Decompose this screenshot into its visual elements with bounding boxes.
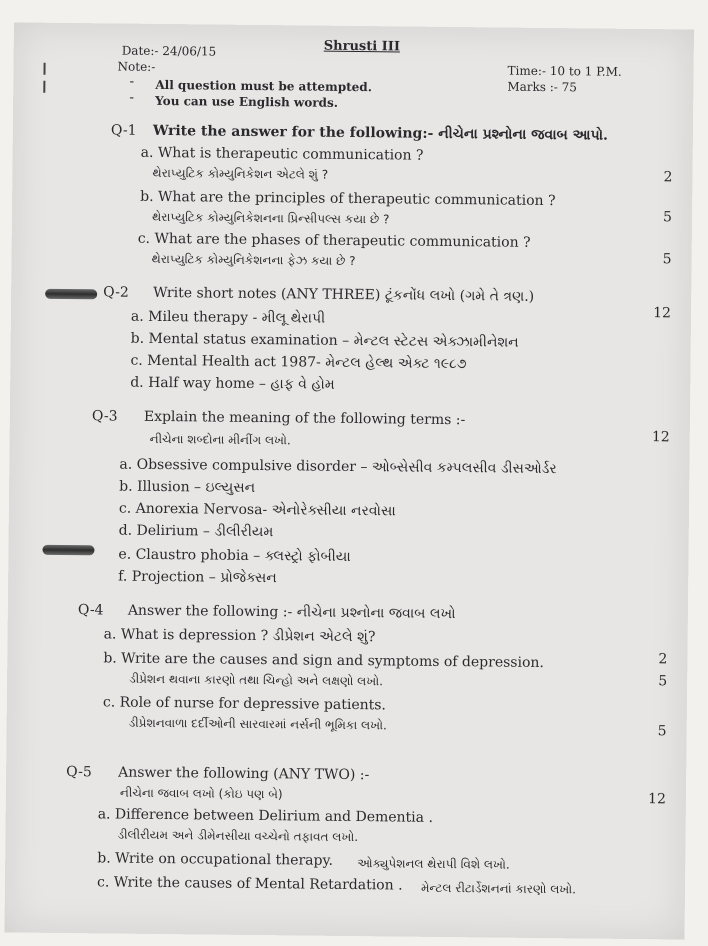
q3-marks: 12 (651, 429, 670, 446)
q2-marks: 12 (653, 305, 672, 322)
q2-number: Q-2 (103, 284, 129, 301)
exam-title: Shrusti III (323, 38, 401, 55)
q2-item-c: c. Mental Health act 1987- મેન્ટલ હેલ્થ એક્ટ ૧૯૮૭ (130, 352, 467, 373)
q4-item-b: b. Write are the causes and sign and symptoms of depression. (103, 650, 544, 672)
q1-item-b: b. What are the principles of therapeutic communication ? (140, 188, 556, 210)
q2-prompt: Write short notes (ANY THREE) ટૂંકનોંધ લખો (ગમે તે ત્રણ.) (153, 284, 535, 305)
q3-item-f: f. Projection – પ્રોજેક્સન (118, 568, 277, 587)
q1-prompt: Write the answer for the following:- નીચેના પ્રશ્નોના જવાબ આપો. (152, 122, 609, 144)
q4-item-a-marks: 2 (658, 651, 668, 668)
q4-item-c: c. Role of nurse for depressive patients. (102, 694, 387, 714)
binding-clip-top (45, 289, 97, 300)
exam-marks: Marks :- 75 (507, 79, 578, 95)
q4-item-c-gujarati: ડીપ્રેશનવાળા દર્દીઓની સારવારમાં નર્સની ભૂમિકા લખો. (128, 715, 387, 733)
margin-mark (43, 63, 45, 75)
q3-item-c: c. Anorexia Nervosa- એનોરેક્સીયા નરવોસા (118, 500, 396, 520)
q1-item-c: c. What are the phases of therapeutic communication ? (137, 230, 531, 251)
q1-item-b-gujarati: થેરાપ્યુટિક કોમ્યુનિકેશનના પ્રિન્સીપલ્સ કયા છે ? (151, 209, 390, 227)
q4-number: Q-4 (77, 602, 104, 619)
q5-item-c: c. Write the causes of Mental Retardation . (96, 874, 403, 894)
q3-item-a: a. Obsessive compulsive disorder – ઓબ્સેસીવ કમ્પલસીવ ડીસઓર્ડર (119, 456, 557, 478)
q1-item-c-marks: 5 (662, 251, 672, 268)
q1-item-c-gujarati: થેરાપ્યુટિક કોમ્યુનિકેશનના ફેઝ કયા છે ? (151, 251, 356, 269)
note-label: Note:- (117, 59, 156, 74)
q3-item-b: b. Illusion – ઇલ્યુસન (119, 478, 256, 496)
q1-item-a-gujarati: થેરાપ્યુટિક કોમ્યુનિકેશન એટલે શું ? (152, 165, 329, 182)
q5-item-b: b. Write on occupational therapy. (97, 850, 334, 869)
q1-item-a-marks: 2 (663, 169, 673, 186)
exam-paper: Date:- 24/06/15 Shrusti III Note:- Time:- 10 to 1 P.M. Marks :- 75 - All question must be attempted. - You can use English words. Q-1 Write the answer for the following:- નીચેના પ્રશ્નોના જવાબ આપો. a. What is therapeutic communication ? થેરાપ્યુટિક કોમ્યુનિકેશન એટલે શું ? 2 b. What are the principles of therapeutic communication ? થેરાપ્યુટિક કોમ્યુનિકેશનના પ્રિન્સીપલ્સ કયા છે ? 5 c. What are the phases of therapeutic communication ? થેરાપ્યુટિક કોમ્યુનિકેશનના ફેઝ કયા છે ? 5 Q-2 Write short notes (ANY THREE) ટૂંકનોંધ લખો (ગમે તે ત્રણ.) 12 a. Mileu therapy - મીલૂ થેરાપી b. Mental status examination – મેન્ટલ સ્ટેટસ એક્ઝામીનેશન c. Mental Health act 1987- મેન્ટલ હેલ્થ એક્ટ ૧૯૮૭ d. Half way home – હાફ વે હોમ Q-3 Explain the meaning of the following terms :- નીચેના શબ્દોના મીનીંગ લખો. 12 a. Obsessive compulsive disorder – ઓબ્સેસીવ કમ્પલસીવ ડીસઓર્ડર b. Illusion – ઇલ્યુસન c. Anorexia Nervosa- એનોરેક્સીયા નરવોસા d. Delirium – ડીલીરીયમ e. Claustro phobia – ક્લસ્ટ્રો ફોબીયા f. Projection – પ્રોજેક્સન Q-4 Answer the following :- નીચેના પ્રશ્નોના જવાબ લખો a. What is depression ? ડીપ્રેશન એટલે શું? 2 b. Write are the causes and sign and symptoms of depression. ડીપ્રેશન થવાના કારણો તથા ચિન્હો અને લક્ષણો લખો. 5 c. Role of nurse for depressive patients. ડીપ્રેશનવાળા દર્દીઓની સારવારમાં નર્સની ભૂમિકા લખો. 5 Q-5 Answer the following (ANY TWO) :- નીચેના જવાબ લખો (કોઇ પણ બે) 12 a. Difference between Delirium and Dementia . ડીલીરીયમ અને ડીમેનસીયા વચ્ચેનો તફાવત લખો. b. Write on occupational therapy. ઓક્યુપેશનલ થેરાપી વિશે લખો. c. Write the causes of Mental Retardation . મેન્ટલ રીટાર્ડેશનનાં કારણો લખો. (4, 22, 693, 939)
q2-item-b: b. Mental status examination – મેન્ટલ સ્ટેટસ એક્ઝામીનેશન (130, 330, 519, 351)
q3-item-e: e. Claustro phobia – ક્લસ્ટ્રો ફોબીયા (118, 546, 351, 565)
q5-number: Q-5 (66, 764, 92, 781)
q5-prompt: Answer the following (ANY TWO) :- (118, 764, 370, 784)
instruction-2: You can use English words. (155, 93, 339, 110)
q3-prompt: Explain the meaning of the following terms :- (143, 408, 466, 429)
q5-item-c-gujarati: મેન્ટલ રીટાર્ડેશનનાં કારણો લખો. (420, 880, 577, 897)
q3-item-d: d. Delirium – ડીલીરીયમ (118, 522, 274, 541)
q5-marks: 12 (648, 791, 667, 808)
q2-item-a: a. Mileu therapy - મીલૂ થેરાપી (130, 308, 326, 327)
q4-prompt: Answer the following :- નીચેના પ્રશ્નોના જવાબ લખો (127, 602, 456, 623)
q2-item-d: d. Half way home – હાફ વે હોમ (130, 374, 335, 393)
binding-clip-bottom (42, 545, 94, 556)
q5-item-b-gujarati: ઓક્યુપેશનલ થેરાપી વિશે લખો. (357, 856, 510, 872)
q5-prompt-gujarati: નીચેના જવાબ લખો (કોઇ પણ બે) (119, 785, 283, 802)
q1-item-b-marks: 5 (663, 209, 673, 226)
q1-item-a: a. What is therapeutic communication ? (140, 144, 424, 164)
q3-prompt-gujarati: નીચેના શબ્દોના મીનીંગ લખો. (149, 431, 291, 448)
exam-date: Date:- 24/06/15 (121, 43, 217, 59)
q5-item-a-gujarati: ડીલીરીયમ અને ડીમેનસીયા વચ્ચેનો તફાવત લખો. (117, 827, 359, 845)
exam-time: Time:- 10 to 1 P.M. (507, 63, 622, 79)
q1-number: Q-1 (110, 122, 137, 139)
margin-mark (43, 81, 45, 93)
q4-item-a: a. What is depression ? ડીપ્રેશન એટલે શું? (103, 626, 376, 646)
instruction-1: All question must be attempted. (155, 77, 372, 95)
q4-item-b-gujarati: ડીપ્રેશન થવાના કારણો તથા ચિન્હો અને લક્ષણો લખો. (129, 671, 384, 689)
q3-number: Q-3 (91, 408, 118, 425)
q5-item-a: a. Difference between Delirium and Dementia . (97, 806, 434, 826)
q4-item-c-marks: 5 (657, 723, 667, 740)
q4-item-b-marks: 5 (658, 673, 668, 690)
